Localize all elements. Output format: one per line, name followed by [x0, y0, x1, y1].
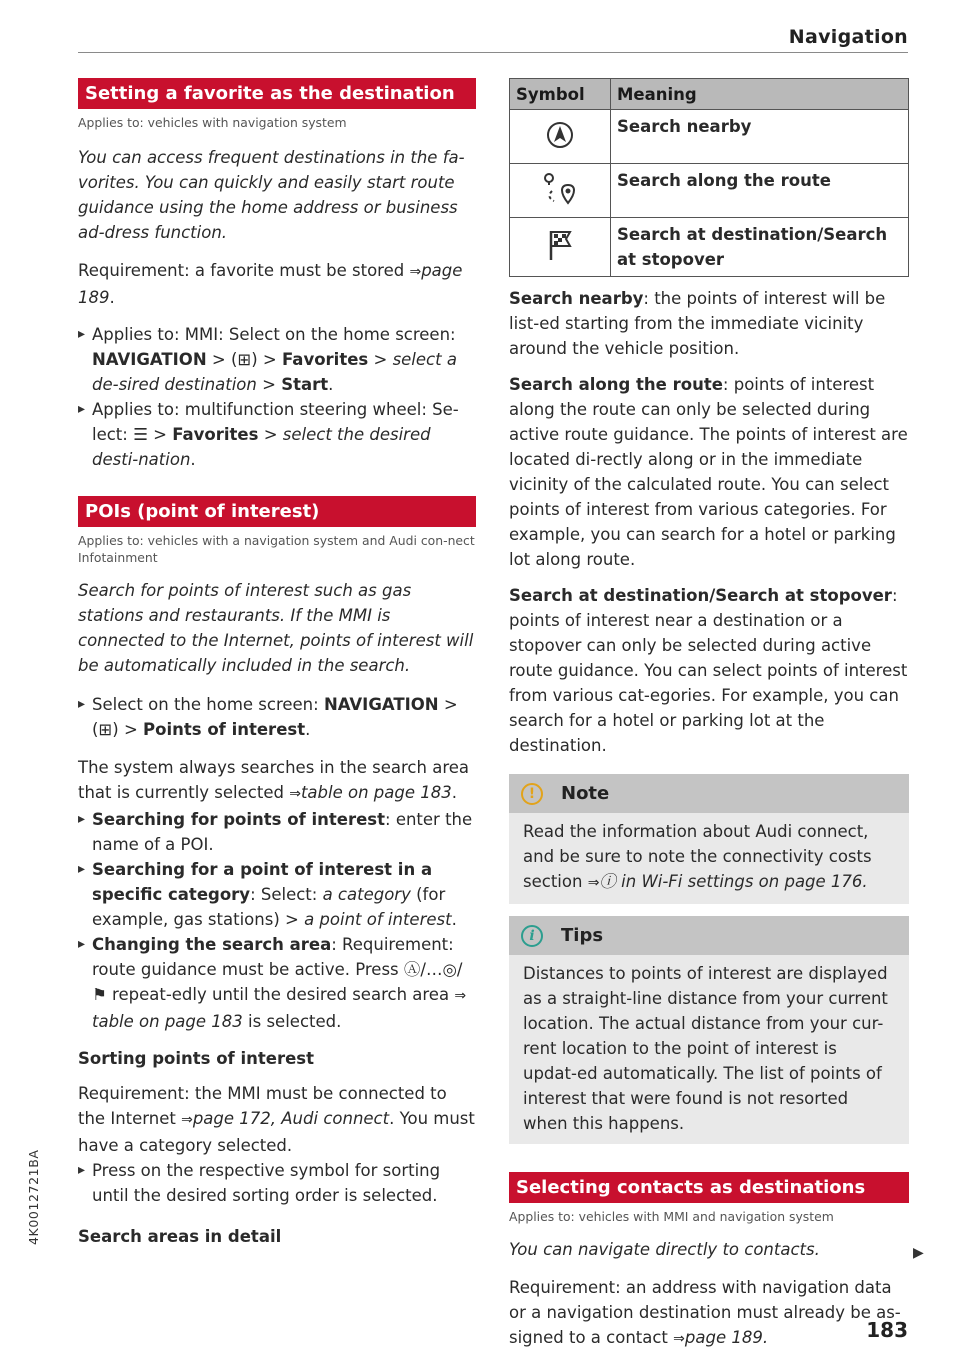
- table-cell: Search nearby: [611, 110, 909, 164]
- applies-poi: Applies to: vehicles with a navigation system and Audi con-nect Infotainment: [78, 533, 475, 565]
- intro-favorite: You can access frequent destinations in the fa-vorites. You can quickly and easily start route guidance using the home address or business ad-dress function.: [78, 148, 465, 242]
- list-item: ▸ Searching for points of interest: enter the name of a POI.: [78, 807, 476, 857]
- table-link[interactable]: table on page 183: [300, 783, 452, 802]
- list-item: ▸ Applies to: multifunction steering wheel: Se-lect: ☰ > Favorites > select the desired desti-nation.: [78, 397, 476, 472]
- requirement-favorite: Requirement: a favorite must be stored ⇒page 189.: [78, 261, 463, 307]
- home-grid-icon: (⊞): [230, 350, 258, 369]
- list-item: ▸ Select on the home screen: NAVIGATION > (⊞) > Points of interest.: [78, 692, 476, 742]
- paragraph-destination: Search at destination/Search at stopover: points of interest near a destination or a stopover can only be selected during active route guidance. You can select points of interest from various cat-egories. For example, you can search for a hotel or parking lot at the destination.: [509, 586, 908, 755]
- table-cell: Search at destination/Search at stopover: [611, 218, 909, 277]
- info-icon: i: [521, 925, 543, 947]
- arrow-right-icon: ⇒: [587, 875, 600, 891]
- paragraph-route: Search along the route: points of interest along the route can only be selected during active route guidance. The points of interest are located di-rectly along or in the immediate vicinity of the calculated route. You can select points of interest from various categories. For example, you can search for a hotel or parking lot along route.: [509, 375, 908, 569]
- page-number: 183: [866, 1318, 908, 1342]
- symbol-table: [509, 78, 909, 277]
- table-row: [510, 164, 909, 218]
- note-title: Note: [561, 783, 610, 804]
- arrow-right-icon: ⇒: [289, 786, 301, 802]
- warning-icon: !: [521, 783, 543, 805]
- arrow-right-icon: ⇒: [673, 1331, 685, 1347]
- page-link[interactable]: page 172, Audi connect: [192, 1109, 390, 1128]
- section-heading-favorite: Setting a favorite as the destination: [78, 78, 476, 109]
- table-link[interactable]: table on page 183: [92, 1012, 243, 1031]
- menu-icon: ☰: [133, 425, 148, 444]
- arrow-right-icon: ⇒: [454, 988, 467, 1004]
- page-link[interactable]: page 189: [78, 261, 463, 307]
- paragraph: The system always searches in the search area that is currently selected ⇒table on page 183.: [78, 758, 469, 802]
- requirement-contacts: Requirement: an address with navigation data or a navigation destination must already be as-signed to a contact ⇒page 189.: [509, 1278, 901, 1347]
- right-column: [509, 78, 909, 1352]
- page-link[interactable]: ⓘ in Wi-Fi settings on page 176.: [599, 872, 868, 891]
- search-mode-icons: Ⓐ/…◎/⚑: [92, 960, 463, 1004]
- list-item: ▸ Applies to: MMI: Select on the home screen: NAVIGATION > (⊞) > Favorites > select a de-sired destination > Start.: [78, 322, 476, 397]
- list-item: ▸ Press on the respective symbol for sorting until the desired sorting order is selected.: [78, 1158, 476, 1208]
- header-divider: [78, 52, 908, 53]
- route-icon: [540, 171, 580, 207]
- arrow-right-icon: ⇒: [181, 1112, 193, 1128]
- arrow-right-icon: ⇒: [409, 264, 422, 280]
- table-cell: Search along the route: [611, 164, 909, 218]
- left-column: [78, 78, 476, 1249]
- header-title: Navigation: [788, 26, 908, 48]
- tips-title: Tips: [561, 925, 604, 946]
- note-box: [509, 774, 909, 904]
- note-text: Read the information about Audi connect, and be sure to note the connectivity costs section ⇒ⓘ in Wi-Fi settings on page 176.: [523, 822, 872, 891]
- page-link[interactable]: page 189.: [684, 1328, 769, 1347]
- intro-poi: Search for points of interest such as gas stations and restaurants. If the MMI is connected to the Internet, points of interest will be automatically included in the search.: [78, 581, 474, 675]
- subheading-search-areas: Search areas in detail: [78, 1227, 282, 1246]
- paragraph-nearby: Search nearby: the points of interest will be list-ed starting from the immediate vicinity around the vehicle position.: [509, 289, 886, 358]
- tips-box: [509, 916, 909, 1144]
- flag-icon: [546, 228, 574, 262]
- intro-contacts: You can navigate directly to contacts.: [509, 1240, 820, 1259]
- home-grid-icon: (⊞): [92, 720, 119, 739]
- section-heading-contacts: Selecting contacts as destinations: [509, 1172, 909, 1203]
- document-code: 4K0012721BA: [26, 1149, 41, 1245]
- section-heading-poi: POIs (point of interest): [78, 496, 476, 527]
- table-row: [510, 218, 909, 277]
- list-item: ▸ Changing the search area: Requirement: route guidance must be active. Press Ⓐ/…◎/⚑ repeat-edly until the desired search area ⇒ table on page 183 is selected.: [78, 932, 476, 1034]
- list-item: ▸ Searching for a point of interest in a specific category: Select: a category (for example, gas stations) > a point of interest.: [78, 857, 476, 932]
- nearby-icon: [545, 120, 575, 150]
- paragraph: Requirement: the MMI must be connected to the Internet ⇒page 172, Audi connect. You must have a category selected.: [78, 1084, 475, 1155]
- table-row: [510, 110, 909, 164]
- table-header-symbol: Symbol: [510, 79, 611, 110]
- tips-text: Distances to points of interest are displayed as a straight-line distance from your current location. The actual distance from your cur-rent location to the point of interest is updat-ed automatically. The list of points of interest that were found is not resorted when this happens.: [523, 964, 888, 1133]
- table-header-meaning: Meaning: [611, 79, 909, 110]
- continue-arrow-icon: ▶: [913, 1245, 924, 1261]
- applies-contacts: Applies to: vehicles with MMI and navigation system: [509, 1209, 834, 1224]
- applies-favorite: Applies to: vehicles with navigation system: [78, 115, 347, 130]
- subheading-sorting: Sorting points of interest: [78, 1049, 314, 1068]
